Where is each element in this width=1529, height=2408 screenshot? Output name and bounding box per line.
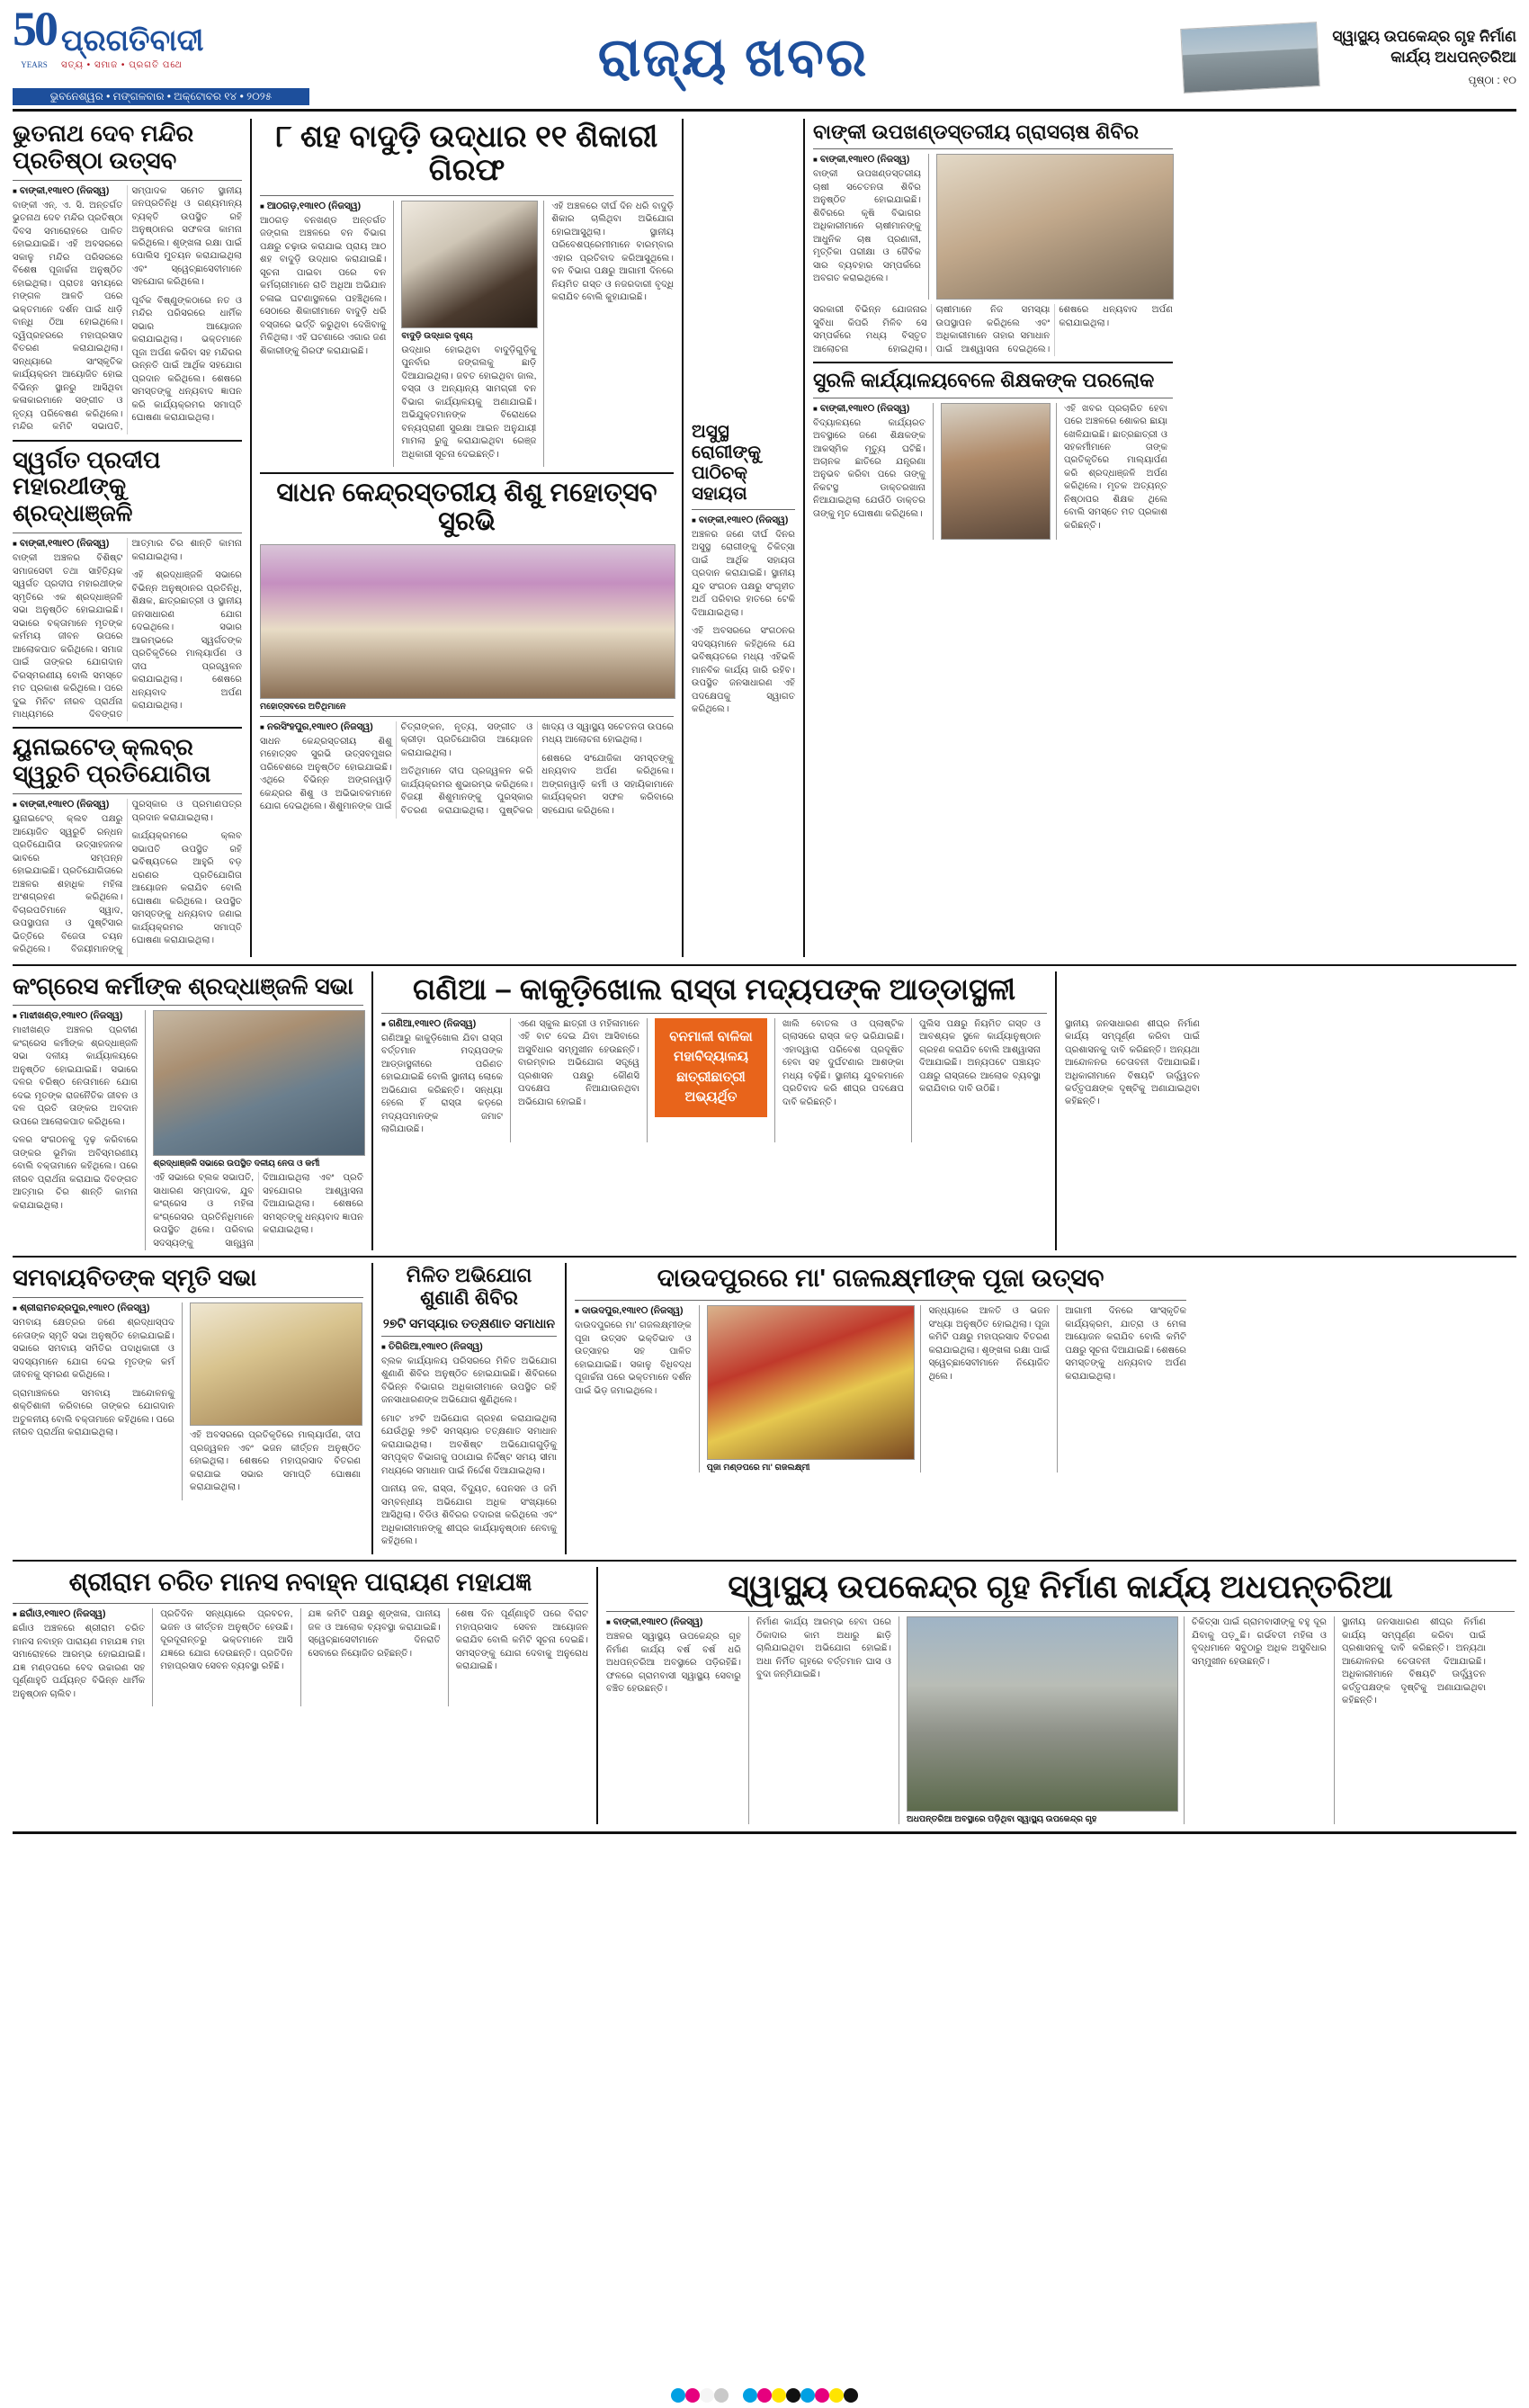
article-surabhi-caption: ମହୋତ୍ସବରେ ଅତିଥିମାନେ <box>260 701 346 712</box>
article-surabhi-headline: ସାଧନ କେନ୍ଦ୍ରସ୍ତରୀୟ ଶିଶୁ ମହୋତ୍ସବ ସୁରଭି <box>276 479 657 537</box>
article-rogi-text: ଅଞ୍ଚଳର ଜଣେ ଦୀର୍ଘ ଦିନର ଅସୁସ୍ଥ ରୋଗୀଙ୍କୁ ଚିକିତ୍ସା ପାଇଁ ଆର୍ଥିକ ସହାୟତା ପ୍ରଦାନ କରାଯାଇଛି। ସ୍ଥାନୀୟ ଯୁବ ସଂଗଠନ ପକ୍ଷରୁ ସଂଗୃହୀତ ଅର୍ଥ ପରିବାର ହାତରେ ଟେକି ଦିଆଯାଇଥିଲା। <box>692 530 795 618</box>
article-banki-photo <box>936 154 1174 300</box>
article-milita-headline-1: ମିଳିତ ଅଭିଯୋଗ <box>406 1264 532 1287</box>
article-bhutanath-text2: ପୂର୍ବକ ବିଷ୍ଣୁଙ୍କଠାରେ ନତ ଓ ମନ୍ଦିର ପରିସରରେ ଧାର୍ମିକ ସଭାର ଆୟୋଜନ କରାଯାଇଥିଲା। ଭକ୍ତମାନେ ପୂଜା ଅର୍ପଣ କରିବା ସହ ମନ୍ଦିରର ଉନ୍ନତି ପାଇଁ ଆର୍ଥିକ ସହଯୋଗ ପ୍ରଦାନ କରିଥିଲେ। ଶେଷରେ ସମସ୍ତଙ୍କୁ ଧନ୍ୟବାଦ ଜ୍ଞାପନ କରି କାର୍ଯ୍ୟକ୍ରମର ସମାପ୍ତି ଘୋଷଣା କରାଯାଇଥିଲା। <box>131 295 242 424</box>
article-samabay-text2: ଗ୍ରାମାଞ୍ଚଳରେ ସମବାୟ ଆନ୍ଦୋଳନକୁ ଶକ୍ତିଶାଳୀ କରିବାରେ ତାଙ୍କର ଯୋଗଦାନ ଅତୁଳନୀୟ ବୋଲି ବକ୍ତାମାନେ କହିଥିଲେ। ପରେ ନୀରବ ପ୍ରାର୍ଥନା କରାଯାଇଥିଲା। <box>13 1388 174 1438</box>
registration-dot <box>714 2388 729 2403</box>
article-banki-text2: ସରକାରୀ ବିଭିନ୍ନ ଯୋଜନାର ସୁବିଧା କିପରି ମିଳିବ ସେ ସମ୍ପର୍କରେ ମଧ୍ୟ ବିସ୍ତୃତ ଆଲୋଚନା ହୋଇଥିଲା। ଚାଷୀମାନେ ନିଜ ସମସ୍ୟା ଉପସ୍ଥାପନ କରିଥିଲେ ଏବଂ ଅଧିକାରୀମାନେ ତାହାର ସମାଧାନ ପାଇଁ ଆଶ୍ୱାସନା ଦେଇଥିଲେ। ଶେଷରେ ଧନ୍ୟବାଦ ଅର୍ପଣ କରାଯାଇଥିଲା। <box>813 305 1173 354</box>
article-surabhi-text2: ଅତିଥିମାନେ ଦୀପ ପ୍ରଜ୍ୱଳନ କରି କାର୍ଯ୍ୟକ୍ରମର ଶୁଭାରମ୍ଭ କରିଥିଲେ। ବିଜୟୀ ଶିଶୁମାନଙ୍କୁ ପୁରସ୍କାର ବିତରଣ କରାଯାଇଥିଲା। ପୁଷ୍ଟିକର ଖାଦ୍ୟ ଓ ସ୍ୱାସ୍ଥ୍ୟ ସଚେତନତା ଉପରେ ମଧ୍ୟ ଆଲୋଚନା ହୋଇଥିଲା। <box>400 721 674 816</box>
article-pradipa-text2: ଏହି ଶ୍ରଦ୍ଧାଞ୍ଜଳି ସଭାରେ ବିଭିନ୍ନ ଅନୁଷ୍ଠାନର ପ୍ରତିନିଧି, ଶିକ୍ଷକ, ଛାତ୍ରଛାତ୍ରୀ ଓ ସ୍ଥାନୀୟ ଜନସାଧାରଣ ଯୋଗ ଦେଇଥିଲେ। ସଭାର ଆରମ୍ଭରେ ସ୍ୱର୍ଗତଙ୍କ ପ୍ରତିକୃତିରେ ମାଲ୍ୟାର୍ପଣ ଓ ଦୀପ ପ୍ରଜ୍ୱଳନ କରାଯାଇଥିଲା। ଶେଷରେ ଧନ୍ୟବାଦ ଅର୍ପଣ କରାଯାଇଥିଲା। <box>131 570 242 711</box>
article-teacher-text: ବିଦ୍ୟାଳୟରେ କାର୍ଯ୍ୟରତ ଅବସ୍ଥାରେ ଜଣେ ଶିକ୍ଷକଙ୍କ ଆକସ୍ମିକ ମୃତ୍ୟୁ ଘଟିଛି। ଅଚାନକ ଛାତିରେ ଯନ୍ତ୍ରଣା ଅନୁଭବ କରିବା ପରେ ତାଙ୍କୁ ନିକଟସ୍ଥ ଡାକ୍ତରଖାନା ନିଆଯାଇଥିଲା ଯେଉଁଠି ଡାକ୍ତର ତାଙ୍କୁ ମୃତ ଘୋଷଣା କରିଥିଲେ। <box>813 417 925 519</box>
article-rogi-headline: ଅସୁସ୍ଥ ରୋଗୀଙ୍କୁ ପାଠିଚକ୍ ସହାୟତା <box>692 422 761 504</box>
masthead <box>13 2 1516 112</box>
paper-tagline: ସତ୍ୟ • ସମାଜ • ପ୍ରଗତି ପଥେ <box>61 60 183 70</box>
registration-dot <box>743 2388 757 2403</box>
article-united-text: ୟୁନାଇଟେଡ୍ କ୍ଲବ ପକ୍ଷରୁ ଆୟୋଜିତ ସ୍ୱରୁଚି ରନ୍ଧନ ପ୍ରତିଯୋଗିତା ଉତ୍ସାହଜନକ ଭାବରେ ସମ୍ପନ୍ନ ହୋଇଯାଇଛି। ପ୍ରତିଯୋଗିତାରେ ଅଞ୍ଚଳର ଶହାଧିକ ମହିଳା ଅଂଶଗ୍ରହଣ କରିଥିଲେ। ବିଚାରପତିମାନେ ସ୍ୱାଦ, ଉପସ୍ଥାପନା ଓ ପୁଷ୍ଟିସାର ଭିତ୍ତିରେ ବିଜେତା ଚୟନ କରିଥିଲେ। ବିଜୟୀମାନଙ୍କୁ ପୁରସ୍କାର ଓ ପ୍ରମାଣପତ୍ର ପ୍ରଦାନ କରାଯାଇଥିଲା। <box>13 800 242 955</box>
registration-dot <box>671 2388 685 2403</box>
article-teacher-text2: ଏହି ଖବର ପ୍ରଚାରିତ ହେବା ପରେ ଅଞ୍ଚଳରେ ଶୋକର ଛାୟା ଖେଳିଯାଇଛି। ଛାତ୍ରଛାତ୍ରୀ ଓ ସହକର୍ମୀମାନେ ତାଙ୍କ ପ୍ରତିକୃତିରେ ମାଲ୍ୟାର୍ପଣ କରି ଶ୍ରଦ୍ଧାଞ୍ଜଳି ଅର୍ପଣ କରିଥିଲେ। ମୃତକ ଅତ୍ୟନ୍ତ ନିଷ୍ଠାପର ଶିକ୍ଷକ ଥିଲେ ବୋଲି ସମସ୍ତେ ମତ ପ୍ରକାଶ କରିଛନ୍ତି। <box>1064 403 1167 531</box>
article-road-headline: ଗଣିଆ – କାକୁଡ଼ିଖୋଲ ରାସ୍ତା ମଦ୍ୟପଙ୍କ ଆଡ୍ଡାସ୍ଥଳୀ <box>412 971 1016 1006</box>
section-title: ରାଜ୍ୟ ଖବର <box>597 26 869 87</box>
paper-name: ପ୍ରଗତିବାଦୀ <box>61 23 204 57</box>
column-congress <box>13 971 363 1251</box>
article-health-byline: ■ ବାଙ୍କୀ,୧୩ା୧୦ (ନିଜସ୍ୱ) <box>606 1616 741 1628</box>
registration-dot <box>815 2388 829 2403</box>
article-road-text: ଗଣିଆରୁ କାକୁଡ଼ିଖୋଲ ଯିବା ରାସ୍ତା ବର୍ତ୍ତମାନ ମଦ୍ୟପଙ୍କ ଆଡ୍ଡାସ୍ଥଳୀରେ ପରିଣତ ହୋଇଯାଇଛି ବୋଲି ସ୍ଥାନୀୟ ଲୋକେ ଅଭିଯୋଗ କରିଛନ୍ତି। ସନ୍ଧ୍ୟା ହେଲେ ହିଁ ରାସ୍ତା କଡ଼ରେ ମଦ୍ୟପମାନଙ୍କ ଜମାଟ ଲାଗିଯାଉଛି। <box>381 1033 503 1135</box>
article-united-byline: ■ ବାଙ୍କୀ,୧୩ା୧୦ (ନିଜସ୍ୱ) <box>13 799 123 810</box>
registration-dot <box>844 2388 858 2403</box>
anniversary-badge <box>13 2 56 85</box>
article-ramcharit-text4: ଶେଷ ଦିନ ପୂର୍ଣ୍ଣାହୁତି ପରେ ବିରାଟ ମହାପ୍ରସାଦ ସେବନ ଆୟୋଜନ କରାଯିବ ବୋଲି କମିଟି ସୂଚନା ଦେଇଛି। ସମସ୍ତଙ୍କୁ ଯୋଗ ଦେବାକୁ ଅନୁରୋଧ କରାଯାଇଛି। <box>455 1609 588 1672</box>
article-surabhi-text: ସାଧନ କେନ୍ଦ୍ରସ୍ତରୀୟ ଶିଶୁ ମହୋତ୍ସବ ସୁରଭି ଉତ୍ସବମୁଖର ପରିବେଶରେ ଅନୁଷ୍ଠିତ ହୋଇଯାଇଛି। ଏଥିରେ ବିଭିନ୍ନ ଅଙ୍ଗନୱାଡ଼ି କେନ୍ଦ୍ରର ଶିଶୁ ଓ ଅଭିଭାବକମାନେ ଯୋଗ ଦେଇଥିଲେ। ଶିଶୁମାନଙ୍କ ପାଇଁ ଚିତ୍ରାଙ୍କନ, ନୃତ୍ୟ, ସଙ୍ଗୀତ ଓ କ୍ରୀଡ଼ା ପ୍ରତିଯୋଗିତା ଆୟୋଜନ କରାଯାଇଥିଲା। <box>260 721 533 812</box>
article-congress-headline: କଂଗ୍ରେସ କର୍ମୀଙ୍କ ଶ୍ରଦ୍ଧାଞ୍ଜଳି ସଭା <box>13 971 354 999</box>
column-ramcharit <box>13 1567 588 1825</box>
article-road-spill-text: ସ୍ଥାନୀୟ ଜନସାଧାରଣ ଶୀଘ୍ର ନିର୍ମାଣ କାର୍ଯ୍ୟ ସମ୍ପୂର୍ଣ୍ଣ କରିବା ପାଇଁ ପ୍ରଶାସନକୁ ଦାବି କରିଛନ୍ତି। ଅନ୍ୟଥା ଆନ୍ଦୋଳନର ଚେତାବନୀ ଦିଆଯାଇଛି। ଅଧିକାରୀମାନେ ବିଷୟଟି ଊର୍ଦ୍ଧ୍ୱତନ କର୍ତ୍ତୃପକ୍ଷଙ୍କ ଦୃଷ୍ଟିକୁ ଅଣାଯାଇଥିବା କହିଛନ୍ତି। <box>1065 1018 1200 1107</box>
column-health <box>606 1567 1515 1825</box>
article-congress-photo <box>153 1010 365 1156</box>
article-daudpur-photo <box>707 1305 916 1460</box>
registration-dot <box>700 2388 714 2403</box>
article-health-photo <box>907 1616 1178 1812</box>
masthead-photo <box>1180 22 1320 94</box>
article-ramcharit-text: ଛଗାଁଓ ଅଞ୍ଚଳରେ ଶ୍ରୀରାମ ଚରିତ ମାନସ ନବାହ୍ନ ପାରାୟଣ ମହାଯଜ୍ଞ ମହା ସମାରୋହରେ ଆରମ୍ଭ ହୋଇଯାଇଛି। ଯଜ୍ଞ ମଣ୍ଡପରେ ବେଦ ଉଚ୍ଚାରଣ ସହ ପୂର୍ଣ୍ଣାହୁତି ପର୍ଯ୍ୟନ୍ତ ବିଭିନ୍ନ ଧାର୍ମିକ ଅନୁଷ୍ଠାନ ଚାଲିବ। <box>13 1624 146 1699</box>
article-united-text2: କାର୍ଯ୍ୟକ୍ରମରେ କ୍ଲବ ସଭାପତି ଉପସ୍ଥିତ ରହି ଭବିଷ୍ୟତରେ ଆହୁରି ବଡ଼ ଧରଣର ପ୍ରତିଯୋଗିତା ଆୟୋଜନ କରାଯିବ ବୋଲି ଘୋଷଣା କରିଥିଲେ। ଉପସ୍ଥିତ ସମସ୍ତଙ୍କୁ ଧନ୍ୟବାଦ ଜଣାଇ କାର୍ଯ୍ୟକ୍ରମର ସମାପ୍ତି ଘୋଷଣା କରାଯାଇଥିଲା। <box>131 831 242 946</box>
article-milita-subhead: ୨୭ଟି ସମସ୍ୟାର ତତ୍କ୍ଷଣାତ ସମାଧାନ <box>382 1315 556 1330</box>
registration-dot <box>685 2388 700 2403</box>
article-surabhi-photo <box>260 544 675 699</box>
column-road-spill <box>1065 971 1200 1251</box>
article-milita-byline: ■ ତିଗିରିଆ,୧୩ା୧୦ (ନିଜସ୍ୱ) <box>381 1341 557 1353</box>
article-badudi-caption: ବାଦୁଡ଼ି ଉଦ୍ଧାର ଦୃଶ୍ୟ <box>401 330 473 341</box>
dateline: ଭୁବନେଶ୍ୱର • ମଙ୍ଗଳବାର • ଅକ୍ଟୋବର ୧୪ • ୨୦୨୫ <box>13 88 309 105</box>
registration-dot <box>786 2388 800 2403</box>
article-daudpur-text2: ସନ୍ଧ୍ୟାରେ ଆଳତି ଓ ଭଜନ ସଂଧ୍ୟା ଅନୁଷ୍ଠିତ ହୋଇଥିଲା। ପୂଜା କମିଟି ପକ୍ଷରୁ ମହାପ୍ରସାଦ ବିତରଣ କରାଯାଇଥିଲା। ଶୃଙ୍ଖଳା ରକ୍ଷା ପାଇଁ ସ୍ୱେଚ୍ଛାସେବୀମାନେ ନିୟୋଜିତ ଥିଲେ। <box>928 1306 1051 1382</box>
article-road-byline: ■ ଗଣିଆ,୧୩ା୧୦ (ନିଜସ୍ୱ) <box>381 1018 503 1030</box>
article-ramcharit-text3: ଯଜ୍ଞ କମିଟି ପକ୍ଷରୁ ଶୃଙ୍ଖଳା, ପାନୀୟ ଜଳ ଓ ଆଲୋକ ବ୍ୟବସ୍ଥା କରାଯାଇଛି। ସ୍ୱେଚ୍ଛାସେବୀମାନେ ଦିନରାତି ସେବାରେ ନିୟୋଜିତ ରହିଛନ୍ତି। <box>308 1609 441 1659</box>
article-health-text4: ସ୍ଥାନୀୟ ଜନସାଧାରଣ ଶୀଘ୍ର ନିର୍ମାଣ କାର୍ଯ୍ୟ ସମ୍ପୂର୍ଣ୍ଣ କରିବା ପାଇଁ ପ୍ରଶାସନକୁ ଦାବି କରିଛନ୍ତି। ଅନ୍ୟଥା ଆନ୍ଦୋଳନର ଚେତାବନୀ ଦିଆଯାଇଛି। ଅଧିକାରୀମାନେ ବିଷୟଟି ଊର୍ଦ୍ଧ୍ୱତନ କର୍ତ୍ତୃପକ୍ଷଙ୍କ ଦୃଷ୍ଟିକୁ ଅଣାଯାଇଥିବା କହିଛନ୍ତି। <box>1342 1617 1486 1706</box>
article-ramcharit-text2: ପ୍ରତିଦିନ ସନ୍ଧ୍ୟାରେ ପ୍ରବଚନ, ଭଜନ ଓ କୀର୍ତ୍ତନ ଅନୁଷ୍ଠିତ ହେଉଛି। ଦୂରଦୂରାନ୍ତରୁ ଭକ୍ତମାନେ ଆସି ଯଜ୍ଞରେ ଯୋଗ ଦେଉଛନ୍ତି। ପ୍ରତିଦିନ ମହାପ୍ରସାଦ ସେବନ ବ୍ୟବସ୍ଥା ରହିଛି। <box>160 1609 293 1672</box>
article-congress-caption: ଶ୍ରଦ୍ଧାଞ୍ଜଳି ସଭାରେ ଉପସ୍ଥିତ ଦଳୀୟ ନେତା ଓ କର୍ମୀ <box>153 1159 320 1169</box>
anniversary-number: 50 <box>13 2 56 56</box>
column-center-top <box>260 119 674 957</box>
article-badudi-photo <box>401 201 538 328</box>
column-milita <box>381 1263 557 1553</box>
article-badudi-text: ଆଠଗଡ଼ ବନଖଣ୍ଡ ଅନ୍ତର୍ଗତ ଜଙ୍ଗଲ ଅଞ୍ଚଳରେ ବନ ବିଭାଗ ପକ୍ଷରୁ ଚଢ଼ାଉ କରାଯାଇ ପ୍ରାୟ ଆଠ ଶହ ବାଦୁଡ଼ି ଉଦ୍ଧାର କରାଯାଇଛି। ସୂଚନା ପାଇବା ପରେ ବନ କର୍ମଚାରୀମାନେ ରାତି ଅଧିଆ ଅଭିଯାନ ଚଳାଇ ଘଟଣାସ୍ଥଳରେ ପହଞ୍ଚିଥିଲେ। ସେଠାରେ ଶିକାରୀମାନେ ବାଦୁଡ଼ି ଧରି ବସ୍ତାରେ ଭର୍ତ୍ତି କରୁଥିବା ଦେଖିବାକୁ ମିଳିଥିଲା। ଏହି ଘଟଣାରେ ଏଗାର ଜଣ ଶିକାରୀଙ୍କୁ ଗିରଫ କରାଯାଇଛି। <box>260 215 387 356</box>
article-ramcharit-byline: ■ ଛଗାଁଓ,୧୩ା୧୦ (ନିଜସ୍ୱ) <box>13 1608 145 1620</box>
article-banki-text: ବାଙ୍କୀ ଉପଖଣ୍ଡସ୍ତରୀୟ ଚାଷୀ ସଚେତନତା ଶିବିର ଅନୁଷ୍ଠିତ ହୋଇଯାଇଛି। ଶିବିରରେ କୃଷି ବିଭାଗର ଅଧିକାରୀମାନେ ଚାଷୀମାନଙ୍କୁ ଆଧୁନିକ ଚାଷ ପ୍ରଣାଳୀ, ମୃତ୍ତିକା ପରୀକ୍ଷା ଓ ଜୈବିକ ସାର ବ୍ୟବହାର ସମ୍ପର୍କରେ ଅବଗତ କରାଇଥିଲେ। <box>813 169 921 284</box>
column-rogi <box>692 119 795 957</box>
article-bhutanath-headline: ଭୁତନାଥ ଦେବ ମନ୍ଦିର ପ୍ରତିଷ୍ଠା ଉତ୍ସବ <box>13 120 194 174</box>
article-bhutanath-byline: ■ ବାଙ୍କୀ,୧୩ା୧୦ (ନିଜସ୍ୱ) <box>13 185 123 197</box>
article-surabhi-text3: ଶେଷରେ ସଂଯୋଜିକା ସମସ୍ତଙ୍କୁ ଧନ୍ୟବାଦ ଅର୍ପଣ କରିଥିଲେ। ଅଙ୍ଗନୱାଡ଼ି କର୍ମୀ ଓ ସହାୟିକାମାନେ କାର୍ଯ୍ୟକ୍ରମ ସଫଳ କରିବାରେ ସହଯୋଗ କରିଥିଲେ। <box>541 753 674 816</box>
advertisement-box[interactable]: ବନମାଳୀ ବାଳିକା ମହାବିଦ୍ୟାଳୟ ଛାତ୍ରୀଛାତ୍ରୀ ଅଭ୍ୟର୍ଥିତ <box>655 1018 767 1117</box>
article-milita-text2: ମୋଟ ୪୨ଟି ଅଭିଯୋଗ ଗ୍ରହଣ କରାଯାଇଥିଲା ଯେଉଁଥିରୁ ୨୭ଟି ସମସ୍ୟାର ତତ୍କ୍ଷଣାତ ସମାଧାନ କରାଯାଇଥିଲା। ଅବଶିଷ୍ଟ ଅଭିଯୋଗଗୁଡ଼ିକୁ ସମ୍ପୃକ୍ତ ବିଭାଗକୁ ପଠାଯାଇ ନିର୍ଦ୍ଦିଷ୍ଟ ସମୟ ସୀମା ମଧ୍ୟରେ ସମାଧାନ ପାଇଁ ନିର୍ଦ୍ଦେଶ ଦିଆଯାଇଥିଲା। <box>381 1413 557 1476</box>
article-ramcharit-headline: ଶ୍ରୀରାମ ଚରିତ ମାନସ ନବାହ୍ନ ପାରାୟଣ ମହାଯଜ୍ଞ <box>68 1567 532 1596</box>
article-badudi-headline: ୮ ଶହ ବାଦୁଡ଼ି ଉଦ୍ଧାର ୧୧ ଶିକାରୀ ଗିରଫ <box>275 120 658 188</box>
article-milita-headline-2: ଶୁଣାଣି ଶିବିର <box>420 1285 518 1309</box>
article-pradipa-headline: ସ୍ୱର୍ଗତ ପ୍ରଦୀପ ମହାରଥୀଙ୍କୁ ଶ୍ରଦ୍ଧାଞ୍ଜଳି <box>13 445 161 527</box>
article-daudpur-text: ଦାଉଦପୁରରେ ମା' ଗଜଲକ୍ଷ୍ମୀଙ୍କ ପୂଜା ଉତ୍ସବ ଭକ୍ତିଭାବ ଓ ଉତ୍ସାହର ସହ ପାଳିତ ହୋଇଯାଇଛି। ସକାଳୁ ବିଧିବଦ୍ଧ ପୂଜାର୍ଚ୍ଚନା ପରେ ଭକ୍ତମାନେ ଦର୍ଶନ ପାଇଁ ଭିଡ଼ ଜମାଇଥିଲେ। <box>575 1320 692 1396</box>
article-badudi-text3: ଏହି ଅଞ୍ଚଳରେ ଦୀର୍ଘ ଦିନ ଧରି ବାଦୁଡ଼ି ଶିକାର ଚାଲିଥିବା ଅଭିଯୋଗ ହୋଇଆସୁଥିଲା। ସ୍ଥାନୀୟ ପରିବେଶପ୍ରେମୀମାନେ ବାରମ୍ବାର ଏହାର ପ୍ରତିବାଦ କରିଆସୁଥିଲେ। ବନ ବିଭାଗ ପକ୍ଷରୁ ଆଗାମୀ ଦିନରେ ନିୟମିତ ଗସ୍ତ ଓ ନଜରଦାରୀ ବୃଦ୍ଧି କରାଯିବ ବୋଲି କୁହାଯାଇଛି। <box>551 201 674 303</box>
column-daudpur <box>575 1263 1186 1553</box>
article-samabay-byline: ■ ଶ୍ରୀରାମଚନ୍ଦ୍ରପୁର,୧୩ା୧୦ (ନିଜସ୍ୱ) <box>13 1302 174 1314</box>
section-heading <box>309 26 1157 87</box>
article-road-text4: ପୁଲିସ ପକ୍ଷରୁ ନିୟମିତ ଗସ୍ତ ଓ ଆବଶ୍ୟକ ସ୍ଥଳେ କାର୍ଯ୍ୟାନୁଷ୍ଠାନ ଗ୍ରହଣ କରାଯିବ ବୋଲି ଆଶ୍ୱାସନା ଦିଆଯାଇଛି। ଅନ୍ୟପଟେ ପଞ୍ଚାୟତ ପକ୍ଷରୁ ରାସ୍ତାରେ ଆଲୋକ ବ୍ୟବସ୍ଥା କରାଯିବାର ଦାବି ଉଠିଛି। <box>919 1018 1041 1095</box>
article-congress-text2: ଦଳର ସଂଗଠନକୁ ଦୃଢ଼ କରିବାରେ ତାଙ୍କର ଭୂମିକା ଅବିସ୍ମରଣୀୟ ବୋଲି ବକ୍ତାମାନେ କହିଥିଲେ। ପରେ ନୀରବ ପ୍ରାର୍ଥନା କରାଯାଇ ଦିବଙ୍ଗତ ଆତ୍ମାର ଚିର ଶାନ୍ତି କାମନା କରାଯାଇଥିଲା। <box>13 1135 139 1211</box>
article-teacher-byline: ■ ବାଙ୍କୀ,୧୩ା୧୦ (ନିଜସ୍ୱ) <box>813 403 925 415</box>
anniversary-years: YEARS <box>21 60 48 69</box>
print-registration-marks <box>0 2388 1529 2403</box>
column-road <box>381 971 1047 1251</box>
article-health-text3: ଚିକିତ୍ସା ପାଇଁ ଗ୍ରାମବାସୀଙ୍କୁ ବହୁ ଦୂର ଯିବାକୁ ପଡ଼ୁଛି। ଗର୍ଭବତୀ ମହିଳା ଓ ବୃଦ୍ଧମାନେ ସବୁଠାରୁ ଅଧିକ ଅସୁବିଧାର ସମ୍ମୁଖୀନ ହେଉଛନ୍ତି। <box>1192 1617 1327 1667</box>
article-rogi-byline: ■ ବାଙ୍କୀ,୧୩ା୧୦ (ନିଜସ୍ୱ) <box>692 515 795 526</box>
article-badudi-byline: ■ ଆଠଗଡ଼,୧୩ା୧୦ (ନିଜସ୍ୱ) <box>260 201 386 212</box>
masthead-right-caption: ସ୍ୱାସ୍ଥ୍ୟ ଉପକେନ୍ଦ୍ର ଗୃହ ନିର୍ମାଣ କାର୍ଯ୍ୟ ଅଧପନ୍ତରିଆ <box>1332 28 1516 66</box>
article-teacher-photo <box>941 403 1051 540</box>
article-milita-text: ବ୍ଲକ କାର୍ଯ୍ୟାଳୟ ପରିସରରେ ମିଳିତ ଅଭିଯୋଗ ଶୁଣାଣି ଶିବିର ଅନୁଷ୍ଠିତ ହୋଇଯାଇଛି। ଶିବିରରେ ବିଭିନ୍ନ ବିଭାଗର ଅଧିକାରୀମାନେ ଉପସ୍ଥିତ ରହି ଜନସାଧାରଣଙ୍କ ଅଭିଯୋଗ ଶୁଣିଥିଲେ। <box>381 1356 557 1406</box>
article-samabay-headline: ସମବାୟବିତଙ୍କ ସ୍ମୃତି ସଭା <box>13 1264 257 1292</box>
registration-dot <box>800 2388 815 2403</box>
article-rogi-text2: ଏହି ଅବସରରେ ସଂଗଠନର ସଦସ୍ୟମାନେ କହିଥିଲେ ଯେ ଭବିଷ୍ୟତରେ ମଧ୍ୟ ଏହିଭଳି ମାନବିକ କାର୍ଯ୍ୟ ଜାରି ରହିବ। ଉପସ୍ଥିତ ଜନସାଧାରଣ ଏହି ପଦକ୍ଷେପକୁ ସ୍ୱାଗତ କରିଥିଲେ। <box>692 626 795 715</box>
registration-dot <box>757 2388 772 2403</box>
article-daudpur-caption: ପୂଜା ମଣ୍ଡପରେ ମା' ଗଜଲକ୍ଷ୍ମୀ <box>706 1463 810 1473</box>
article-daudpur-byline: ■ ଦାଉଦପୁର,୧୩ା୧୦ (ନିଜସ୍ୱ) <box>575 1305 692 1317</box>
article-congress-text3: ଏହି ସଭାରେ ବ୍ଲକ ସଭାପତି, ସାଧାରଣ ସମ୍ପାଦକ, ଯୁବ କଂଗ୍ରେସ ଓ ମହିଳା କଂଗ୍ରେସର ପ୍ରତିନିଧିମାନେ ଉପସ୍ଥିତ ଥିଲେ। ପରିବାର ସଦସ୍ୟଙ୍କୁ ସାନ୍ତ୍ୱନା ଦିଆଯାଇଥିଲା ଏବଂ ପ୍ରତି ସହଯୋଗର ଆଶ୍ୱାସନା ଦିଆଯାଇଥିଲା। ଶେଷରେ ସମସ୍ତଙ୍କୁ ଧନ୍ୟବାଦ ଜ୍ଞାପନ କରାଯାଇଥିଲା। <box>153 1173 364 1249</box>
article-health-caption: ଅଧପନ୍ତରିଆ ଅବସ୍ଥାରେ ପଡ଼ିଥିବା ସ୍ୱାସ୍ଥ୍ୟ ଉପକେନ୍ଦ୍ର ଗୃହ <box>907 1814 1097 1825</box>
article-samabay-text3: ଏହି ଅବସରରେ ପ୍ରତିକୃତିରେ ମାଲ୍ୟାର୍ପଣ, ଦୀପ ପ୍ରଜ୍ୱଳନ ଏବଂ ଭଜନ କୀର୍ତ୍ତନ ଅନୁଷ୍ଠିତ ହୋଇଥିଲା। ଶେଷରେ ମହାପ୍ରସାଦ ବିତରଣ କରାଯାଇ ସଭାର ସମାପ୍ତି ଘୋଷଣା କରାଯାଇଥିଲା। <box>190 1430 361 1493</box>
registration-dot <box>729 2388 743 2403</box>
article-road-text3: ଖାଲି ବୋତଲ ଓ ପ୍ଲାଷ୍ଟିକ ଗ୍ଲାସରେ ରାସ୍ତା କଡ଼ ଭରିଯାଇଛି। ଏହାଦ୍ୱାରା ପରିବେଶ ପ୍ରଦୂଷିତ ହେବା ସହ ଦୁର୍ଘଟଣାର ଆଶଙ୍କା ମଧ୍ୟ ବଢ଼ିଛି। ସ୍ଥାନୀୟ ଯୁବକମାନେ ପ୍ରତିବାଦ କରି ଶୀଘ୍ର ପଦକ୍ଷେପ ଦାବି କରିଛନ୍ତି। <box>782 1018 904 1107</box>
column-left-top <box>13 119 242 957</box>
article-milita-text3: ପାନୀୟ ଜଳ, ରାସ୍ତା, ବିଦ୍ୟୁତ, ପେନସନ ଓ ଜମି ସମ୍ବନ୍ଧୀୟ ଅଭିଯୋଗ ଅଧିକ ସଂଖ୍ୟାରେ ଆସିଥିଲା। ବିଡିଓ ଶିବିରର ତଦାରଖ କରିଥିଲେ ଏବଂ ଅଧିକାରୀମାନଙ୍କୁ ଶୀଘ୍ର କାର୍ଯ୍ୟାନୁଷ୍ଠାନ ନେବାକୁ କହିଥିଲେ। <box>381 1484 557 1547</box>
article-congress-byline: ■ ମାଝୀଖଣ୍ଡ,୧୩ା୧୦ (ନିଜସ୍ୱ) <box>13 1010 138 1022</box>
column-samabay <box>13 1263 363 1553</box>
registration-dot <box>772 2388 786 2403</box>
article-banki-headline: ବାଙ୍କୀ ଉପଖଣ୍ଡସ୍ତରୀୟ ଗ୍ରାସଚାଷ ଶିବିର <box>813 121 1140 143</box>
article-united-headline: ୟୁନାଇଟେଡ୍ କ୍ଲବ୍ର ସ୍ୱରୁଚି ପ୍ରତିଯୋଗିତା <box>13 733 211 788</box>
column-right-top <box>813 119 1173 957</box>
article-health-headline: ସ୍ୱାସ୍ଥ୍ୟ ଉପକେନ୍ଦ୍ର ଗୃହ ନିର୍ମାଣ କାର୍ଯ୍ୟ ଅଧପନ୍ତରିଆ <box>728 1567 1393 1605</box>
article-badudi-text2: ଉଦ୍ଧାର ହୋଇଥିବା ବାଦୁଡ଼ିଗୁଡ଼ିକୁ ପୁନର୍ବାର ଜଙ୍ଗଲକୁ ଛାଡ଼ି ଦିଆଯାଇଥିଲା। ଜବତ ହୋଇଥିବା ଜାଲ, ବସ୍ତା ଓ ଅନ୍ୟାନ୍ୟ ସାମଗ୍ରୀ ବନ ବିଭାଗ କାର୍ଯ୍ୟାଳୟକୁ ଅଣାଯାଇଛି। ଅଭିଯୁକ୍ତମାନଙ୍କ ବିରୋଧରେ ବନ୍ୟପ୍ରାଣୀ ସୁରକ୍ଷା ଆଇନ ଅନୁଯାୟୀ ମାମଲା ରୁଜୁ କରାଯାଇଥିବା ରେଞ୍ଜ ଅଧିକାରୀ ସୂଚନା ଦେଇଛନ୍ତି। <box>401 345 537 460</box>
article-congress-text: ମାଝୀଖଣ୍ଡ ଅଞ୍ଚଳର ପ୍ରବୀଣ କଂଗ୍ରେସ କର୍ମୀଙ୍କ ଶ୍ରଦ୍ଧାଞ୍ଜଳି ସଭା ଦଳୀୟ କାର୍ଯ୍ୟାଳୟରେ ଅନୁଷ୍ଠିତ ହୋଇଯାଇଛି। ସଭାରେ ଦଳର ବରିଷ୍ଠ ନେତାମାନେ ଯୋଗ ଦେଇ ମୃତଙ୍କ ରାଜନୈତିକ ଜୀବନ ଓ ଦଳ ପ୍ରତି ତାଙ୍କର ଅବଦାନ ଉପରେ ଆଲୋକପାତ କରିଥିଲେ। <box>13 1025 139 1127</box>
article-daudpur-headline: ଦାଉଦପୁରରେ ମା' ଗଜଲକ୍ଷ୍ମୀଙ୍କ ପୂଜା ଉତ୍ସବ <box>657 1264 1104 1293</box>
article-road-text2: ଏଣେ ସ୍କୁଲ ଛାତ୍ରୀ ଓ ମହିଳାମାନେ ଏହି ବାଟ ଦେଇ ଯିବା ଆସିବାରେ ଅସୁବିଧାର ସମ୍ମୁଖୀନ ହେଉଛନ୍ତି। ବାରମ୍ବାର ଅଭିଯୋଗ ସତ୍ତ୍ୱେ ପ୍ରଶାସନ ପକ୍ଷରୁ କୌଣସି ପଦକ୍ଷେପ ନିଆଯାଉନଥିବା ଅଭିଯୋଗ ହୋଇଛି। <box>518 1018 639 1107</box>
registration-dot <box>829 2388 844 2403</box>
article-samabay-text: ସମବାୟ କ୍ଷେତ୍ରର ଜଣେ ଶ୍ରଦ୍ଧାସ୍ପଦ ନେତାଙ୍କ ସ୍ମୃତି ସଭା ଅନୁଷ୍ଠିତ ହୋଇଯାଇଛି। ସଭାରେ ସମବାୟ ସମିତିର ପଦାଧିକାରୀ ଓ ସଦସ୍ୟମାନେ ଯୋଗ ଦେଇ ମୃତଙ୍କ କର୍ମ ଜୀବନକୁ ସ୍ମରଣ କରିଥିଲେ। <box>13 1318 174 1381</box>
article-bhutanath-text: ବାଙ୍କୀ ଏନ୍. ଏ. ସି. ଅନ୍ତର୍ଗତ ଭୁତନାଥ ଦେବ ମନ୍ଦିର ପ୍ରତିଷ୍ଠା ଦିବସ ସମାରୋହରେ ପାଳିତ ହୋଇଯାଇଛି। ଏହି ଅବସରରେ ସକାଳୁ ମନ୍ଦିର ପରିସରରେ ବିଶେଷ ପୂଜାର୍ଚ୍ଚନା ଅନୁଷ୍ଠିତ ହୋଇଥିଲା। ପ୍ରାତଃ ସମୟରେ ମଙ୍ଗଳ ଆଳତି ପରେ ଭକ୍ତମାନେ ଦର୍ଶନ ପାଇଁ ଧାଡ଼ି ବାନ୍ଧି ଠିଆ ହୋଇଥିଲେ। ଦ୍ୱିପ୍ରହରରେ ମହାପ୍ରସାଦ ବିତରଣ କରାଯାଇଥିଲା। ସନ୍ଧ୍ୟାରେ ସାଂସ୍କୃତିକ କାର୍ଯ୍ୟକ୍ରମ ଆୟୋଜିତ ହୋଇ ବିଭିନ୍ନ ସ୍ଥାନରୁ ଆସିଥିବା କଳାକାରମାନେ ସଙ୍ଗୀତ ଓ ନୃତ୍ୟ ପରିବେଷଣ କରିଥିଲେ। ମନ୍ଦିର କମିଟି ସଭାପତି, ସମ୍ପାଦକ ସମେତ ସ୍ଥାନୀୟ ଜନପ୍ରତିନିଧି ଓ ଗଣ୍ୟମାନ୍ୟ ବ୍ୟକ୍ତି ଉପସ୍ଥିତ ରହି ଅନୁଷ୍ଠାନର ସଫଳତା କାମନା କରିଥିଲେ। ଶୃଙ୍ଖଳା ରକ୍ଷା ପାଇଁ ପୋଲିସ ମୁତୟନ କରାଯାଇଥିଲା ଏବଂ ସ୍ୱେଚ୍ଛାସେବୀମାନେ ସହଯୋଗ କରିଥିଲେ। <box>13 185 242 433</box>
masthead-right <box>1157 25 1516 90</box>
article-banki-byline: ■ ବାଙ୍କୀ,୧୩ା୧୦ (ନିଜସ୍ୱ) <box>813 154 921 166</box>
article-daudpur-text3: ଆଗାମୀ ଦିନରେ ସାଂସ୍କୃତିକ କାର୍ଯ୍ୟକ୍ରମ, ଯାତ୍ରା ଓ ମେଳା ଆୟୋଜନ କରାଯିବ ବୋଲି କମିଟି ପକ୍ଷରୁ ସୂଚନା ଦିଆଯାଇଛି। ଶେଷରେ ସମସ୍ତଙ୍କୁ ଧନ୍ୟବାଦ ଅର୍ପଣ କରାଯାଇଥିଲା। <box>1065 1306 1186 1382</box>
page-number: ପୃଷ୍ଠା : ୧୦ <box>1468 73 1516 86</box>
article-samabay-photo <box>190 1302 362 1426</box>
masthead-logo <box>13 2 309 105</box>
article-surabhi-byline: ■ ନରସିଂହପୁର,୧୩ା୧୦ (ନିଜସ୍ୱ) <box>260 721 392 733</box>
article-pradipa-byline: ■ ବାଙ୍କୀ,୧୩ା୧୦ (ନିଜସ୍ୱ) <box>13 538 123 550</box>
article-pradipa-text: ବାଙ୍କୀ ଅଞ୍ଚଳର ବିଶିଷ୍ଟ ସମାଜସେବୀ ତଥା ସାହିତ୍ୟିକ ସ୍ୱର୍ଗତ ପ୍ରଦୀପ ମହାରଥୀଙ୍କ ସ୍ମୃତିରେ ଏକ ଶ୍ରଦ୍ଧାଞ୍ଜଳି ସଭା ଅନୁଷ୍ଠିତ ହୋଇଯାଇଛି। ସଭାରେ ବକ୍ତାମାନେ ମୃତଙ୍କ କର୍ମମୟ ଜୀବନ ଉପରେ ଆଲୋକପାତ କରିଥିଲେ। ସମାଜ ପାଇଁ ତାଙ୍କର ଯୋଗଦାନ ଚିରସ୍ମରଣୀୟ ବୋଲି ସମସ୍ତେ ମତ ପ୍ରକାଶ କରିଥିଲେ। ପରେ ଦୁଇ ମିନିଟ ନୀରବ ପ୍ରାର୍ଥନା ମାଧ୍ୟମରେ ଦିବଙ୍ଗତ ଆତ୍ମାର ଚିର ଶାନ୍ତି କାମନା କରାଯାଇଥିଲା। <box>13 539 242 720</box>
article-health-text: ଅଞ୍ଚଳର ସ୍ୱାସ୍ଥ୍ୟ ଉପକେନ୍ଦ୍ର ଗୃହ ନିର୍ମାଣ କାର୍ଯ୍ୟ ବର୍ଷ ବର୍ଷ ଧରି ଅଧପନ୍ତରିଆ ଅବସ୍ଥାରେ ପଡ଼ିରହିଛି। ଫଳରେ ଗ୍ରାମବାସୀ ସ୍ୱାସ୍ଥ୍ୟ ସେବାରୁ ବଞ୍ଚିତ ହେଉଛନ୍ତି। <box>606 1632 741 1695</box>
article-health-text2: ନିର୍ମାଣ କାର୍ଯ୍ୟ ଆରମ୍ଭ ହେବା ପରେ ଠିକାଦାର କାମ ଅଧାରୁ ଛାଡ଼ି ଚାଲିଯାଇଥିବା ଅଭିଯୋଗ ହୋଇଛି। ଅଧା ନିର୍ମିତ ଗୃହରେ ବର୍ତ୍ତମାନ ଘାସ ଓ ବୁଦା ଜନ୍ମିଯାଇଛି। <box>756 1617 891 1680</box>
article-teacher-headline: ସୁରଳି କାର୍ଯ୍ୟାଳୟବେଳେ ଶିକ୍ଷକଙ୍କ ପରଲୋକ <box>813 369 1155 392</box>
